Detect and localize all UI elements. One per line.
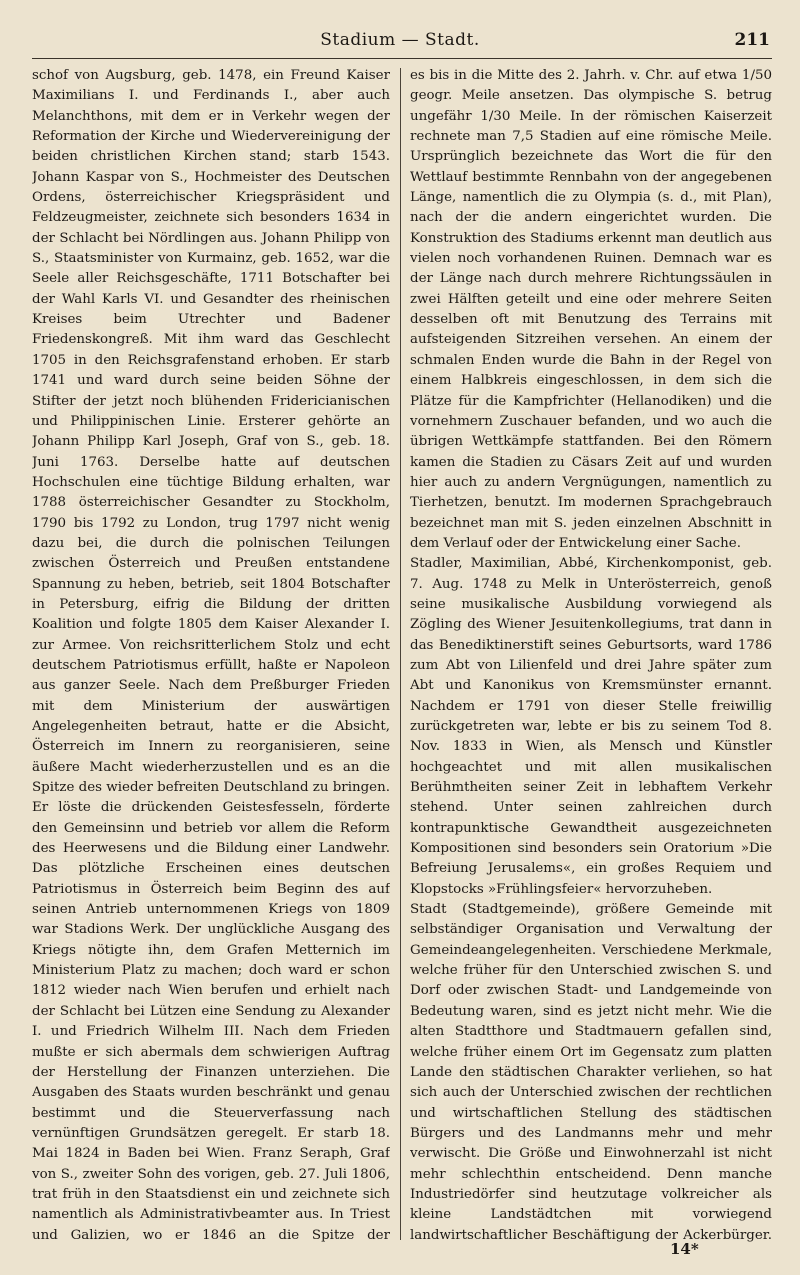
printer-signature: 14* <box>670 1240 699 1258</box>
right-column <box>410 66 772 1246</box>
entry-stadium-continued: es bis in die Mitte des 2. Jahrh. v. Chr. auf etwa 1/50 geogr. Meile ansetzen. Das olympische S. betrug ungefähr 1/30 Meile. In der römischen Kaiserzeit rechnete man 7,5 Stadien auf eine römische Meile. Ursprünglich bezeichnete das Wort die für den Wettlauf bestimmte Rennbahn von der angegebenen Länge, namentlich die zu Olympia (s. d., mit Plan), nach der die andern eingerichtet wurden. Die Konstruktion des Stadiums erkennt man deutlich aus vielen noch vorhandenen Ruinen. Demnach war es der Länge nach durch mehrere Richtungssäulen in zwei Hälften geteilt und eine oder mehrere Seiten desselben oft mit Benutzung des Terrains mit aufsteigenden Sitzreihen versehen. An einem der schmalen Enden wurde die Bahn in der Regel von einem Halbkreis eingeschlossen, in dem sich die Plätze für die Kampfrichter (Hellanodiken) und die vornehmern Zuschauer befanden, und wo auch die übrigen Wettkämpfe stattfanden. Bei den Römern kamen die Stadien zu Cäsars Zeit auf und wurden hier auch zu andern Vergnügungen, namentlich zu Tierhetzen, benutzt. Im modernen Sprachgebrauch bezeichnet man mit S. jeden einzelnen Abschnitt in dem Verlauf oder der Entwickelung einer Sache. <box>410 68 772 551</box>
header-rule <box>32 58 772 59</box>
header-title: Stadium — Stadt. <box>320 30 480 50</box>
running-header <box>0 30 800 58</box>
entry-stadt: Stadt (Stadtgemeinde), größere Gemeinde mit selbständiger Organisation und Verwaltung der Gemeindeangelegenheiten. Verschiedene Merkmale, welche früher für den Unterschied zwischen S. und Dorf oder zwischen Stadt- und Landgemeinde von Bedeutung waren, sind es jetzt nicht mehr. Wie die alten Stadtthore und Stadtmauern gefallen sind, welche früher einem Ort im Gegensatz zum platten Lande den städtischen Charakter verliehen, so hat sich auch der Unterschied zwischen der rechtlichen und wirtschaftlichen Stellung des städtischen Bürgers und des Landmanns mehr und mehr verwischt. Die Größe und Einwohnerzahl ist nicht mehr schlechthin entscheidend. Denn manche Industriedörfer sind heutzutage volkreicher als kleine Landstädtchen mit vorwiegend landwirtschaftlicher Beschäftigung der Ackerbürger. <box>410 902 772 1243</box>
column-divider <box>400 68 401 1240</box>
left-column <box>32 66 390 1246</box>
page-number: 211 <box>734 30 770 50</box>
entry-stadler: Stadler, Maximilian, Abbé, Kirchenkomponist, geb. 7. Aug. 1748 zu Melk in Unterösterreich, genoß seine musikalische Ausbildung vorwiegend als Zögling des Wiener Jesuitenkollegiums, trat dann in das Benediktinerstift seines Geburtsorts, ward 1786 zum Abt von Lilienfeld und drei Jahre später zum Abt und Kanonikus von Kremsmünster ernannt. Nachdem er 1791 von dieser Stelle freiwillig zurückgetreten war, lebte er bis zu seinem Tod 8. Nov. 1833 in Wien, als Mensch und Künstler hochgeachtet und mit allen musikalischen Berühmtheiten seiner Zeit in lebhaftem Verkehr stehend. Unter seinen zahlreichen durch kontrapunktische Gewandtheit ausgezeichneten Kompositionen sind besonders sein Oratorium »Die Befreiung Jerusalems«, ein großes Requiem und Klopstocks »Frühlingsfeier« hervorzuheben. <box>410 556 772 897</box>
entry-stadion-family-continued: schof von Augsburg, geb. 1478, ein Freund Kaiser Maximilians I. und Ferdinands I., aber auch Melanchthons, mit dem er in Verkehr wegen der Reformation der Kirche und Wiedervereinigung der beiden christlichen Kirchen stand; starb 1543. Johann Kaspar von S., Hochmeister des Deutschen Ordens, österreichischer Kriegspräsident und Feldzeugmeister, zeichnete sich besonders 1634 in der Schlacht bei Nördlingen aus. Johann Philipp von S., Staatsminister von Kurmainz, geb. 1652, war die Seele aller Reichsgeschäfte, 1711 Botschafter bei der Wahl Karls VI. und Gesandter des rheinischen Kreises beim Utrechter und Badener Friedenskongreß. Mit ihm ward das Geschlecht 1705 in den Reichsgrafenstand erhoben. Er starb 1741 und ward durch seine beiden Söhne der Stifter der jetzt noch blühenden Fridericianischen und Philippinischen Linie. Ersterer gehörte an Johann Philipp Karl Joseph, Graf von S., geb. 18. Juni 1763. Derselbe hatte auf deutschen Hochschulen eine tüchtige Bildung erhalten, war 1788 österreichischer Gesandter zu Stockholm, 1790 bis 1792 zu London, trug 1797 nicht wenig dazu bei, die durch die polnischen Teilungen zwischen Österreich und Preußen entstandene Spannung zu heben, betrieb, seit 1804 Botschafter in Petersburg, eifrig die Bildung der dritten Koalition und folgte 1805 dem Kaiser Alexander I. zur Armee. Von reichsritterlichem Stolz und echt deutschem Patriotismus erfüllt, haßte er Napoleon aus ganzer Seele. Nach dem Preßburger Frieden mit dem Ministerium der auswärtigen Angelegenheiten betraut, hatte er die Absicht, Österreich im Innern zu reorganisieren, seine äußere Macht wiederherzustellen und es an die Spitze des wieder befreiten Deutschland zu bringen. Er löste die drückenden Geistesfesseln, förderte den Gemeinsinn und betrieb vor allem die Reform des Heerwesens und die Bildung einer Landwehr. Das plötzliche Erscheinen eines deutschen Patriotismus in Österreich beim Beginn des auf seinen Antrieb unternommenen Kriegs von 1809 war Stadions Werk. Der unglückliche Ausgang des Kriegs nötigte ihn, dem Grafen Metternich im Ministerium Platz zu machen; doch ward er schon 1812 wieder nach Wien berufen und erhielt nach der Schlacht bei Lützen eine Sendung zu Alexander I. und Friedrich Wilhelm III. Nach dem Frieden mußte er sich abermals dem schwierigen Auftrag der Herstellung der Finanzen unterziehen. Die Ausgaben des Staats wurden beschränkt und genau bestimmt und die Steuerverfassung nach vernünftigen Grundsätzen geregelt. Er starb 18. Mai 1824 in Baden bei Wien. Franz Seraph, Graf von S., zweiter Sohn des vorigen, geb. 27. Juli 1806, trat früh in den Staatsdienst ein und zeichnete sich namentlich als Administrativbeamter aus. In Triest und Galizien, wo er 1846 an die Spitze der <box>32 68 390 1243</box>
